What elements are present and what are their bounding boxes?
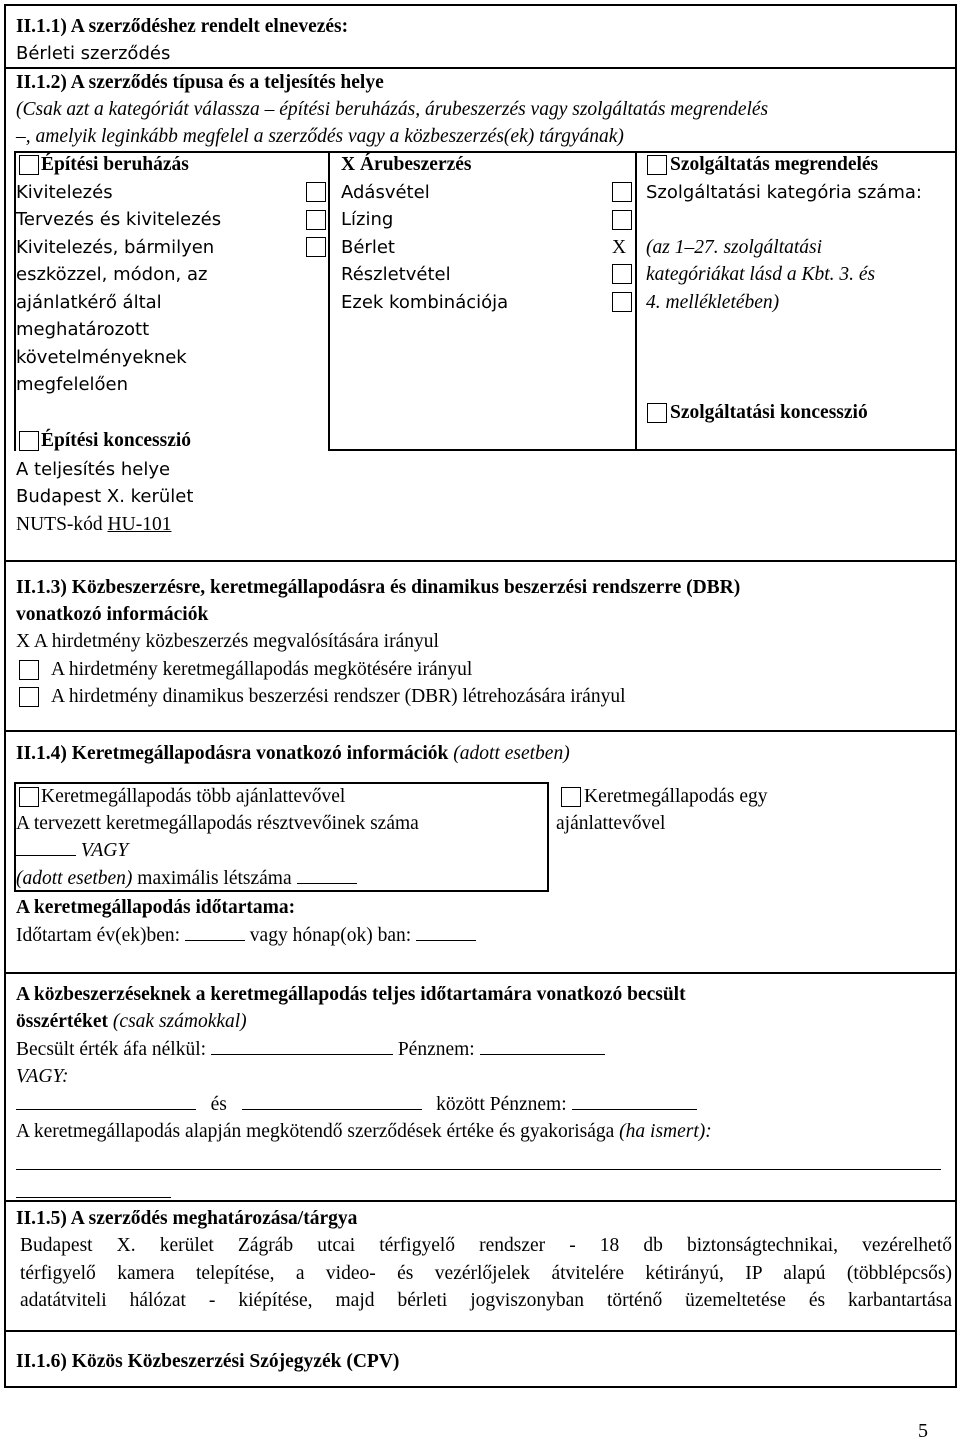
range-line: és között Pénznem: <box>16 1091 697 1118</box>
col1-long-line: megfelelően <box>16 374 129 395</box>
or-label: VAGY: <box>16 1066 69 1087</box>
s115-heading: II.1.5) A szerződés meghatározása/tárgya <box>16 1208 358 1229</box>
s115-text-line3: adatátviteli hálózat - kiépítése, majd bérleti jogviszonyban történő üzemeltetése és karbantartása <box>20 1290 952 1311</box>
currency-blank[interactable] <box>480 1036 605 1055</box>
col2-item: Bérlet <box>341 237 395 258</box>
duration-years-blank[interactable] <box>185 922 245 941</box>
duration-line: Időtartam év(ek)ben: vagy hónap(ok) ban: <box>16 922 476 949</box>
or-line: VAGY <box>16 837 128 864</box>
framework-multi-checkbox[interactable] <box>19 787 39 807</box>
col1-item: Kivitelezés <box>16 182 113 203</box>
construction-concession-checkbox[interactable] <box>19 431 39 451</box>
s112-note-line2: –, amelyik leginkább megfelel a szerződés vagy a közbeszerzés(ek) tárgyának) <box>16 126 624 147</box>
s114-heading: II.1.4) Keretmegállapodásra vonatkozó információk (adott esetben) <box>16 743 570 764</box>
divider <box>6 730 955 732</box>
s112-note-line1: (Csak azt a kategóriát válassza – építési beruházás, árubeszerzés vagy szolgáltatás megrendelés <box>16 99 769 120</box>
s115-text-line2: térfigyelő kamera telepítése, a video- és vezérlőjelek átvitelére kétirányú, IP alapú (többlépcsős) <box>20 1263 952 1284</box>
duration-months-blank[interactable] <box>416 922 476 941</box>
frequency-blank-1[interactable] <box>16 1169 941 1170</box>
participants-blank[interactable] <box>16 837 76 856</box>
col1-long-line: meghatározott <box>16 319 150 340</box>
col1-checkbox[interactable] <box>306 182 326 202</box>
place-label: A teljesítés helye <box>16 459 171 480</box>
place-value: Budapest X. kerület <box>16 486 194 507</box>
estimated-value-blank[interactable] <box>211 1036 393 1055</box>
nuts-code: NUTS-kód HU-101 <box>16 514 172 535</box>
col3-title: Szolgáltatás megrendelés <box>670 154 879 175</box>
col1-long-line: követelményeknek <box>16 347 187 368</box>
col2-item: Részletvétel <box>341 264 451 285</box>
dps-option-checkbox[interactable] <box>19 687 39 707</box>
frequency-line: A keretmegállapodás alapján megkötendő szerződések értéke és gyakorisága (ha ismert): <box>16 1121 712 1142</box>
s113-heading-line2: vonatkozó információk <box>16 604 209 625</box>
table-partial-bottom <box>328 449 955 451</box>
category-note-line: 4. mellékletében) <box>646 292 780 313</box>
divider <box>6 972 955 974</box>
divider <box>6 560 955 562</box>
planned-participants-label: A tervezett keretmegállapodás résztvevőinek száma <box>16 813 419 834</box>
col2-checkbox[interactable] <box>612 182 632 202</box>
col1-title: Építési beruházás <box>41 154 189 175</box>
form-page <box>4 4 957 1388</box>
col2-title: X Árubeszerzés <box>341 154 472 175</box>
col1-item: Tervezés és kivitelezés <box>16 209 222 230</box>
estimated-value-line: Becsült érték áfa nélkül: Pénznem: <box>16 1036 605 1063</box>
frequency-blank-2[interactable] <box>16 1197 171 1198</box>
service-concession-label: Szolgáltatási koncesszió <box>670 402 868 423</box>
s112-heading: II.1.2) A szerződés típusa és a teljesítés helye <box>16 72 384 93</box>
construction-concession-label: Építési koncesszió <box>41 430 192 451</box>
service-checkbox[interactable] <box>647 155 667 175</box>
s113-option-dps: A hirdetmény dinamikus beszerzési rendszer (DBR) létrehozására irányul <box>51 686 626 707</box>
max-participants-blank[interactable] <box>297 865 357 884</box>
total-value-heading: A közbeszerzéseknek a keretmegállapodás teljes időtartamára vonatkozó becsült <box>16 984 686 1005</box>
framework-box-border <box>547 782 549 892</box>
category-note-line: kategóriákat lásd a Kbt. 3. és <box>646 264 876 285</box>
range-min-blank[interactable] <box>16 1091 196 1110</box>
column-divider <box>328 151 330 451</box>
category-note-line: (az 1–27. szolgáltatási <box>646 237 823 258</box>
col1-long-line: Kivitelezés, bármilyen <box>16 237 215 258</box>
col1-checkbox[interactable] <box>306 210 326 230</box>
framework-multi-label: Keretmegállapodás több ajánlattevővel <box>41 786 346 807</box>
s113-option-framework: A hirdetmény keretmegállapodás megkötésére irányul <box>51 659 473 680</box>
col2-checkbox[interactable] <box>612 292 632 312</box>
total-value-heading-2: összértéket (csak számokkal) <box>16 1011 247 1032</box>
construction-checkbox[interactable] <box>19 155 39 175</box>
range-max-blank[interactable] <box>242 1091 422 1110</box>
s113-heading-line1: II.1.3) Közbeszerzésre, keretmegállapodásra és dinamikus beszerzési rendszerre (DBR) <box>16 577 741 598</box>
service-concession-checkbox[interactable] <box>647 403 667 423</box>
col2-item: Ezek kombinációja <box>341 292 509 313</box>
page-number: 5 <box>918 1420 928 1442</box>
col1-long-line: eszközzel, módon, az <box>16 264 208 285</box>
s111-value: Bérleti szerződés <box>16 43 171 64</box>
s113-option-public: X A hirdetmény közbeszerzés megvalósítására irányul <box>16 631 439 652</box>
col2-checkbox[interactable] <box>612 210 632 230</box>
framework-single-checkbox[interactable] <box>561 787 581 807</box>
col2-item: Lízing <box>341 209 394 230</box>
s111-heading: II.1.1) A szerződéshez rendelt elnevezés: <box>16 16 349 37</box>
col1-long-line: ajánlatkérő által <box>16 292 162 313</box>
max-participants-line: (adott esetben) maximális létszáma <box>16 865 357 892</box>
col2-checked-mark: X <box>612 237 627 258</box>
divider <box>6 1200 955 1202</box>
framework-single-line2: ajánlattevővel <box>556 813 666 834</box>
duration-title: A keretmegállapodás időtartama: <box>16 897 296 918</box>
s116-heading: II.1.6) Közös Közbeszerzési Szójegyzék (CPV) <box>16 1351 400 1372</box>
range-currency-blank[interactable] <box>572 1091 697 1110</box>
column-divider <box>635 151 637 451</box>
framework-single-line1: Keretmegállapodás egy <box>584 786 768 807</box>
col2-item: Adásvétel <box>341 182 430 203</box>
framework-option-checkbox[interactable] <box>19 660 39 680</box>
col2-checkbox[interactable] <box>612 264 632 284</box>
s115-text-line1: Budapest X. kerület Zágráb utcai térfigyelő rendszer - 18 db biztonságtechnikai, vezérelhető <box>20 1235 952 1256</box>
col1-checkbox[interactable] <box>306 237 326 257</box>
divider <box>6 1330 955 1332</box>
category-label: Szolgáltatási kategória száma: <box>646 182 922 203</box>
